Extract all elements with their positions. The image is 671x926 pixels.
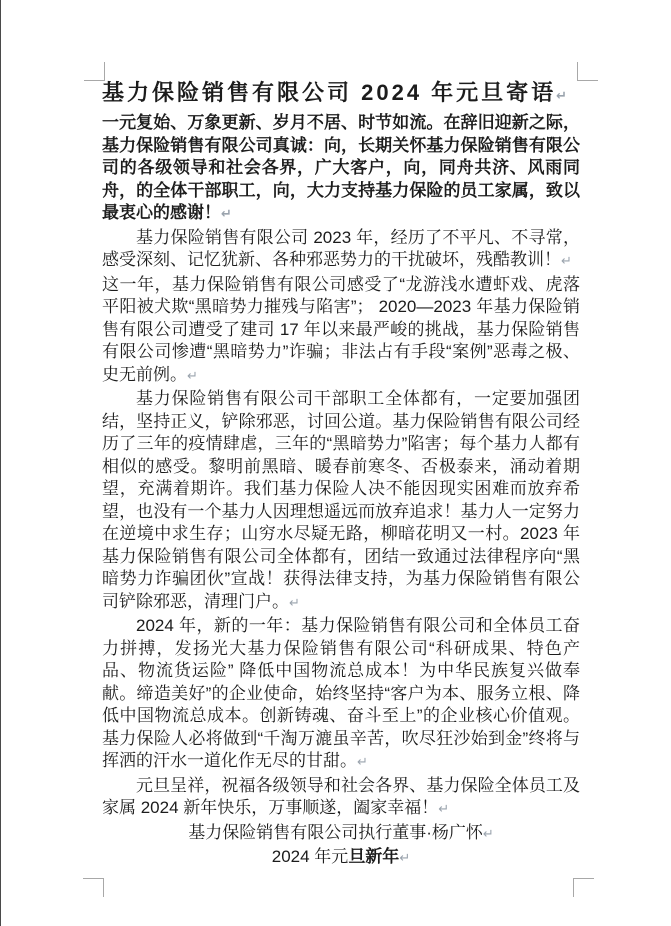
- document-title-text: 基力保险销售有限公司 2024 年元旦寄语: [102, 80, 557, 105]
- page-margin-mark-top-right: [577, 62, 598, 81]
- paragraph-mark-icon: ↵: [357, 755, 368, 770]
- paragraph-text: 基力保险销售有限公司 2023 年，经历了不平凡、不寻常，感受深刻、记忆犹新、各种邪恶势力的干扰破坏，残酷教训！: [102, 227, 580, 269]
- paragraph-2023-review: [102, 227, 580, 274]
- date-text-bold: 旦新年: [348, 847, 400, 866]
- paragraph-mark-icon: ↵: [399, 851, 411, 866]
- paragraph-new-year-wishes: [102, 775, 580, 822]
- document-page[interactable]: [102, 79, 580, 871]
- paragraph-staff-unity: [102, 388, 580, 615]
- signature-line: [102, 822, 580, 847]
- paragraph-mark-icon: ↵: [221, 207, 232, 222]
- paragraph-mark-icon: ↵: [482, 826, 494, 842]
- page-margin-mark-bottom-left: [83, 878, 104, 897]
- paragraph-mark-icon: ↵: [289, 595, 300, 611]
- window-left-edge: [0, 0, 1, 926]
- paragraph-text: 这一年，基力保险销售有限公司感受了“龙游浅水遭虾戏、虎落平阳被犬欺“黑暗势力摧残与陷害”； 2020—2023 年基力保险销售有限公司遭受了建司 17 年以来最严峻的挑战，基力保险销售有限公司惨遭“黑暗势力”诈骗；非法占有手段“案例”恶毒之极、史无前例。: [102, 274, 580, 384]
- paragraph-text: 2024 年，新的一年：基力保险销售有限公司和全体员工奋力拼搏，发扬光大基力保险销售有限公司“科研成果、特色产品、物流货运险” 降低中国物流总成本！为中华民族复兴做奉献。缔造美好”的企业使命，始终坚持“客户为本、服务立根、降低中国物流总成本。创新铸魂、奋斗至上”的企业核心价值观。基力保险人必将做到“千淘万漉虽辛苦，吹尽狂沙始到金”终将与挥洒的汗水一道化作无尽的甘甜。: [102, 616, 580, 770]
- document-title: [102, 79, 580, 110]
- paragraph-text: 元旦呈祥，祝福各级领导和社会各界、基力保险全体员工及家属 2024 新年快乐，万事顺遂，阖家幸福！: [102, 775, 580, 817]
- paragraph-mark-icon: ↵: [438, 802, 450, 817]
- paragraph-mark-icon: ↵: [187, 368, 198, 384]
- signature-text: 基力保险销售有限公司执行董事·杨广怀: [188, 822, 483, 842]
- date-text: 2024 年元: [271, 847, 349, 866]
- paragraph-this-year: [102, 274, 580, 389]
- page-margin-mark-bottom-right: [573, 878, 594, 897]
- paragraph-2024-outlook: [102, 615, 580, 775]
- paragraph-text: 基力保险销售有限公司干部职工全体都有，一定要加强团结，坚持正义，铲除邪恶，讨回公道。基力保险销售有限公司经历了三年的疫情肆虐，三年的“黑暗势力”陷害；每个基力人都有相似的感受。黎明前黑暗、暖春前寒冬、否极泰来，涌动着期望，充满着期许。我们基力保险人决不能因现实困难而放弃希望，也没有一个基力人因理想遥远而放弃追求！基力人一定努力在逆境中求生存；山穷水尽疑无路，柳暗花明又一村。2023 年基力保险销售有限公司全体都有，团结一致通过法律程序向“黑暗势力诈骗团伙”宣战！获得法律支持，为基力保险销售有限公司铲除邪恶，清理门户。: [102, 389, 580, 611]
- paragraph-text: 一元复始、万象更新、岁月不居、时节如流。在辞旧迎新之际，基力保险销售有限公司真诚：向，长期关怀基力保险销售有限公司的各级领导和社会各界，广大客户，向，同舟共济、风雨同舟，的全体干部职工，向，大力支持基力保险的员工家属，致以最衷心的感谢！: [102, 113, 580, 222]
- paragraph-mark-icon: ↵: [561, 254, 572, 269]
- date-line: [102, 846, 580, 871]
- paragraph-intro: [102, 112, 580, 227]
- paragraph-mark-icon: ↵: [556, 89, 568, 104]
